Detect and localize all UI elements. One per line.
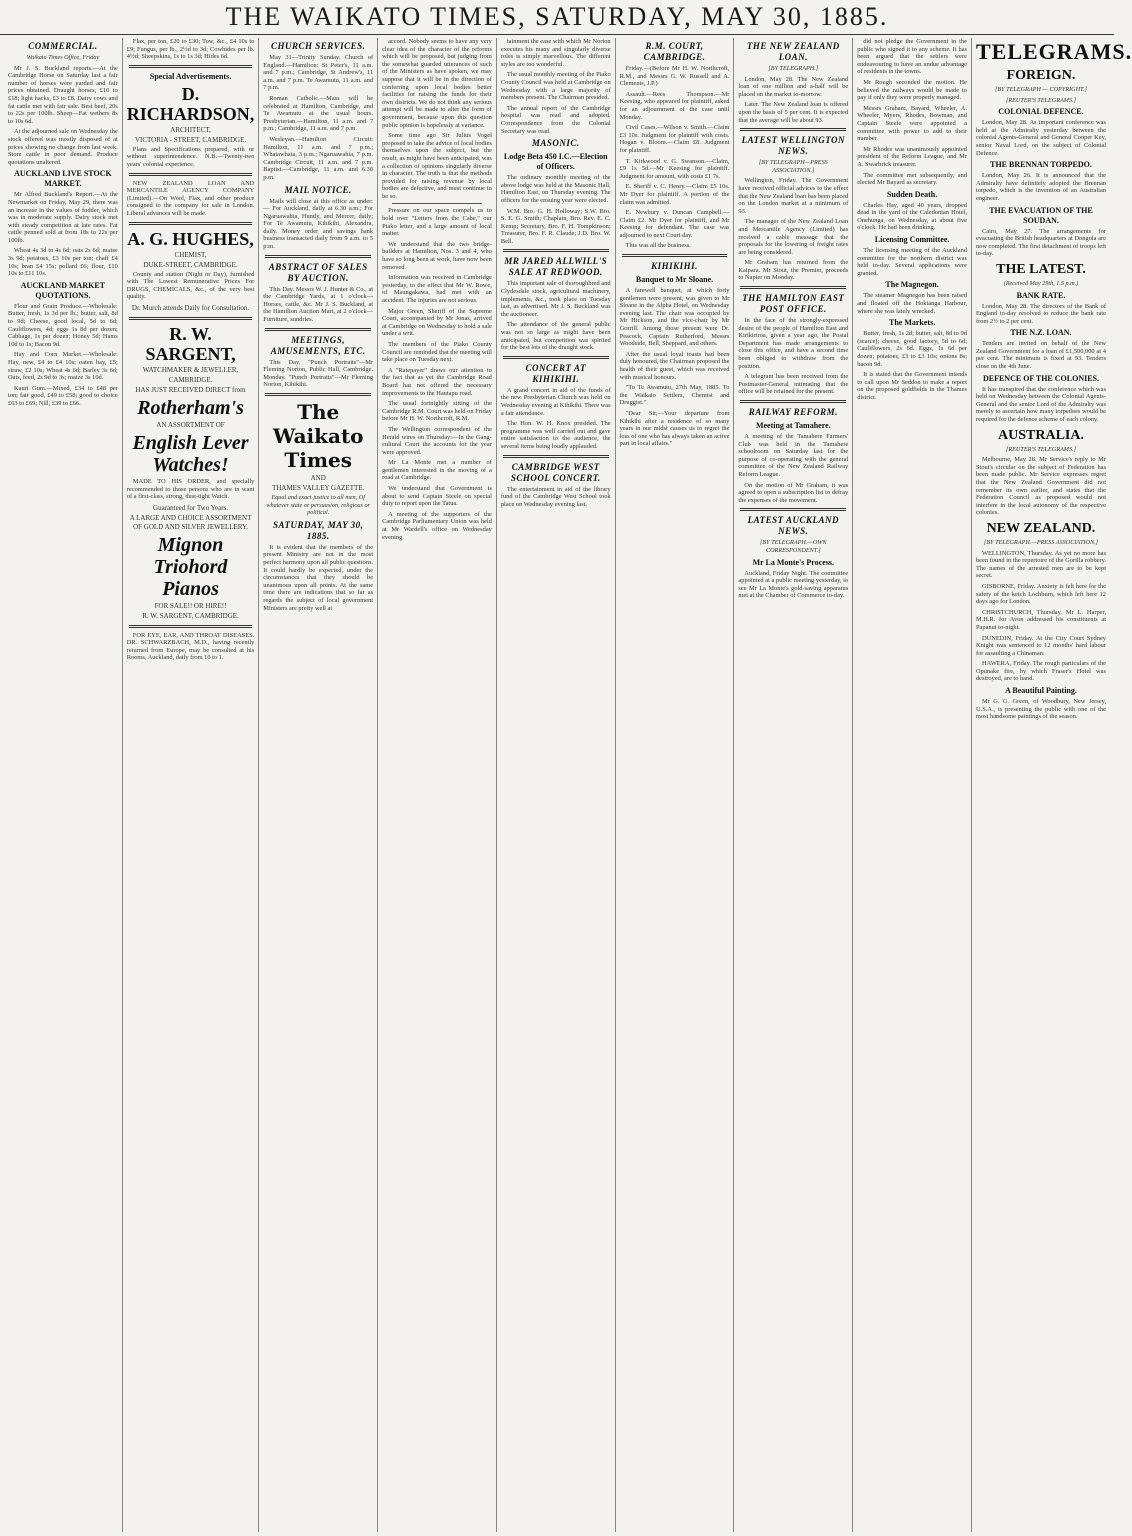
- subheading: THE N.Z. LOAN.: [1010, 328, 1072, 338]
- article-paragraph: London, May 28. The directors of the Bank of England to-day resolved to reduce the bank rate from 2½ to 2 per cent.: [975, 302, 1106, 325]
- double-rule: [622, 254, 728, 257]
- article-paragraph: County and station (Night or Day), furnished with The Lowest Remunerative Prices For DRUGS, CHEMICALS, &c., of the very best quality.: [126, 270, 255, 301]
- dateline: [BY TELEGRAPH — COPYRIGHT.]: [994, 86, 1087, 93]
- article-paragraph: GISBORNE, Friday. Anxiety is felt here for the safety of the ketch Lochburn, which left here 12 days ago for London.: [975, 582, 1106, 606]
- major-heading: NEW ZEALAND.: [986, 520, 1096, 536]
- article-paragraph: It is evident that the members of the present Ministry are not in the most perfect harmony upon all public questions. It could hardly be expected, under the circumstances that they should be unanimous upon all points. At the same time there are indications that so far as regards the subject of local government Ministers are pretty well at: [263, 543, 374, 612]
- double-rule: [740, 508, 846, 511]
- advert-line: CHEMIST,: [174, 250, 207, 259]
- article-paragraph: Mr Alfred Buckland's Report.—At the Newmarket on Friday, May 29, there was an increase in the values of fodder, which was in moderate supply. Dairy stock met with steady competition at late rates. Fat cattle penned sold at from 18s to 22s per 100lb.: [8, 191, 118, 244]
- subheading: The Markets.: [888, 318, 936, 328]
- article-paragraph: Butter, fresh, 1s 2d; butter, salt, 8d to 9d (scarce); cheese, good factory, 5d to 6d; Cauliflowers, 2s 6d. Eggs, 1s 6d per dozen; potatoes, £3 to £3 10s; onions 8s; bacon 9d.: [857, 330, 967, 368]
- article-paragraph: The ordinary monthly meeting of the above lodge was held at the Masonic Hall, Hamilton East, on Thursday evening. The officers for the ensuing year were elected.: [500, 174, 611, 204]
- double-rule: [503, 249, 609, 252]
- double-rule: [129, 317, 253, 320]
- double-rule: [740, 286, 846, 289]
- article-paragraph: This important sale of thoroughbred and Clydesdale stock, agricultural machinery, implements, &c., took place on Tuesday last, as advertised. Mr J. S. Buckland was the auctioneer.: [500, 280, 611, 318]
- article-paragraph: On the motion of Mr Graham, it was agreed to open a subscription list to defray the expenses of the movement.: [738, 481, 849, 504]
- advert-display-line: Mignon Triohord Pianos: [153, 533, 228, 600]
- section-heading: SATURDAY, MAY 30, 1885.: [273, 519, 364, 541]
- article-paragraph: Plans and Specifications prepared, with or without superintendence. N.B.—Twenty-two years' colonial experience.: [126, 145, 255, 168]
- advert-line: Dr. Murch attends Daily for Consultation.: [131, 303, 250, 312]
- article-paragraph: The licensing meeting of the Auckland committee for the northern district was held to-day. Several applications were granted.: [857, 247, 967, 277]
- article-paragraph: "Dear Sir,—Your departure from Kihikihi after a residence of so many years in our midst causes us to regret the loss of one who has always taken an active part in local affairs.": [619, 409, 730, 448]
- section-heading: RAILWAY REFORM.: [748, 407, 838, 417]
- subheading: The Magnegon.: [885, 280, 939, 290]
- article-paragraph: WELLINGTON, Thursday. As yet no more has been found in the repertoire of the Gorilla robbery. The names of the arrested men are to be kept secret.: [975, 549, 1106, 580]
- article-paragraph: London, May 28. The New Zealand loan of one million and a-half will be placed on the market to-morrow.: [738, 75, 849, 98]
- subheading: Banquet to Mr Sloane.: [635, 275, 714, 285]
- section-heading: ABSTRACT OF SALES BY AUCTION.: [268, 261, 368, 283]
- newspaper-columns: [4, 38, 1132, 1532]
- column-9: [972, 38, 1132, 1532]
- article-paragraph: This Day. Messrs W. J. Hunter & Co., at the Cambridge Yards, at 1 o'clock—Horses, cattle, &c. Mr J. S. Buckland, at the Hamilton Auction Mart, at 2 o'clock—Furniture, sundries.: [263, 285, 374, 324]
- article-paragraph: It has transpired that the conference which was held on Wednesday between the Colonial Agents-General and the senior Lord of the Admiralty was merely to ascertain how many torpedoes would be required for the defence scheme of each colony.: [975, 385, 1106, 424]
- column-6: [616, 38, 735, 1532]
- article-paragraph: In the face of the strongly-expressed desire of the people of Hamilton East and Kirikiriroa, given a year ago, the Postal Department has made arrangements to close this office, and have a second time been obliged to withdraw from the position.: [738, 317, 849, 370]
- advert-line: WATCHMAKER & JEWELLER,: [142, 365, 239, 374]
- advert-line: AND: [310, 474, 326, 482]
- double-rule: [129, 625, 253, 628]
- newspaper-title: The Waikato Times: [272, 400, 364, 472]
- article-paragraph: Mr J. S. Buckland reports.—At the Cambridge Horse on Saturday last a fair number of horses were yarded and fair prices obtained. Draught horses, £10 to £18; light hacks, £3 to £8. Dairy cows and fat cattle met with fair sale. Best beef, 20s to 22s per 100lb. Sheep—Fat wethers 8s to 10s 6d.: [8, 64, 118, 125]
- article-paragraph: The committee met subsequently, and elected Mr Bayard as secretary.: [857, 171, 967, 187]
- article-paragraph: tainment the ease with which Mr Norton executes his many and singularly diverse roles is simply marvellous. The different styles are too wonderful.: [500, 38, 611, 68]
- dateline: [BY TELEGRAPH.]: [768, 65, 819, 72]
- double-rule: [265, 328, 371, 331]
- article-paragraph: Tenders are invited on behalf of the New Zealand Government for a loan of £1,500,000 at 4 per cent. The minimum is fixed at 93. Tenders close on the 4th June.: [975, 340, 1106, 371]
- article-paragraph: Flour and Grain Produce.—Wholesale: Butter, fresh, 1s 3d per lb.; butter, salt, 8d to 9d; Cheese, good local, 5d to 6d; Cauliflowers, 4d; eggs 1s 8d per dozen; Cabbage, 1s per dozen; Honey 5d; Hams 10d to 1s; Bacon 9d.: [8, 302, 118, 348]
- article-paragraph: After the usual loyal toasts had been duly honoured, the Chairman proposed the health of their guest, which was received with musical honours.: [619, 350, 730, 381]
- advert-display-line: Rotherham's: [137, 396, 244, 419]
- advert-display-line: English Lever Watches!: [132, 431, 249, 476]
- article-paragraph: Charles Hay, aged 40 years, dropped dead in the yard of the Caledonian Hotel, Onehunga, on Wednesday, at about five o'clock. He had been drinking.: [857, 201, 967, 232]
- article-paragraph: London, May 26. It is announced that the Admiralty have definitely adopted the Brennan torpedo, which is the invention of an Australian engineer.: [975, 172, 1106, 202]
- double-rule: [129, 173, 253, 176]
- advert-line: AN ASSORTMENT OF: [156, 420, 225, 429]
- section-heading: COMMERCIAL.: [28, 41, 98, 51]
- subheading: Sudden Death.: [886, 189, 938, 199]
- article-paragraph: Pressure on our space compels us to hold over "Letters from the Cabe," our Piako letter, and a large amount of local matter.: [382, 207, 492, 238]
- section-heading: R.M. COURT, CAMBRIDGE.: [643, 41, 706, 62]
- dateline: [REUTER'S TELEGRAMS.]: [1005, 445, 1077, 453]
- article-paragraph: W.M. Bro. G. H. Holloway; S.W. Bro. S. E. G. Smith; Chaplain, Bro. Rev. E. C. Kemp; Secretary, Bro. F. H. Tompkinson; Treasurer, Bro. F. R. Claude; J.D. Bro. W. Bell.: [500, 207, 611, 245]
- article-paragraph: did not pledge the Government in the public who signed it to any scheme. It has been argued that the settlers were endeavouring to have an undue advantage of residents in the towns.: [857, 38, 967, 76]
- subheading: Meeting at Tamahere.: [755, 421, 831, 430]
- dateline: (Received May 29th, 1.5 p.m.): [1003, 279, 1079, 287]
- column-3: [259, 38, 378, 1532]
- article-paragraph: The usual monthly meeting of the Piako County Council was held at Cambridge on Wednesday with a large majority of members present. The Chairman presided.: [500, 71, 611, 102]
- article-paragraph: This Day. "Punch Portraits"—Mr Fleming Norton, Public Hall, Cambridge. Monday. "Punch Portraits"—Mr Fleming Norton, Kihikihi.: [263, 358, 374, 389]
- article-paragraph: Some time ago Sir Julius Vogel proposed to take the advice of local bodies themselves upon the subject, but the result, as might have been anticipated, was a collection of opinions singularly diverse in character. The truth is that the methods provided for raising revenue by local bodies are defective, and must continue to be so.: [382, 132, 492, 200]
- double-rule: [740, 400, 846, 403]
- article-paragraph: DUNEDIN, Friday. At the City Court Sydney Knight was sentenced to 12 months' hard labour for assaulting a Chinaman.: [975, 634, 1106, 657]
- dateline: Equal and exact justice to all men, Of whatever state or persuasion, religious or political.: [266, 494, 370, 517]
- article-paragraph: Cairo, May 27. The arrangements for evacuating the British headquarters at Dongola are now completed. The first detachment of troops left to-day.: [975, 227, 1106, 258]
- section-heading: THE HAMILTON EAST POST OFFICE.: [742, 293, 845, 315]
- column-2: [123, 38, 260, 1532]
- article-paragraph: Major Green, Sheriff of the Supreme Court, accompanied by Mr Jonas, arrived at Cambridge on Wednesday to hold a sale under a writ.: [382, 307, 492, 338]
- article-paragraph: Friday.—(Before Mr H. W. Northcroft, R.M., and Messrs G. W. Russell and A. Clements, J.P.): [619, 65, 730, 88]
- article-paragraph: Information was received in Cambridge yesterday, to the effect that Mr W. Rowe, of Maungakawa, had met with an accident. The injuries are not serious.: [382, 274, 492, 304]
- divider: [392, 203, 482, 204]
- column-5: [497, 38, 616, 1532]
- double-rule: [503, 455, 609, 458]
- article-paragraph: The Wellington correspondent of the Herald wires on Thursday:—In the Gang-cultural Court the accounts for the year were approved.: [382, 425, 492, 456]
- advert-line: VICTORIA - STREET, CAMBRIDGE.: [134, 135, 247, 144]
- advert-line: A LARGE AND CHOICE ASSORTMENT OF GOLD AND SILVER JEWELLERY.: [129, 513, 252, 531]
- article-paragraph: The attendance of the general public was not so large as might have been anticipated, but competition was spirited for the best lots of the draught stock.: [500, 321, 611, 352]
- article-paragraph: Mr G. G. Green, of Woodbury, New Jersey, U.S.A., is presenting the public with one of the most handsome paintings of the season.: [975, 698, 1106, 721]
- advert-line: FOR SALE!! OR HIRE!!: [154, 601, 227, 610]
- article-paragraph: We understand that the two bridge-builders at Hamilton, Nos. 3 and 4, who have so long been at work, have now been removed.: [382, 240, 492, 271]
- advertiser-name: A. G. HUGHES,: [127, 228, 254, 249]
- article-paragraph: Messrs Graham, Bayard, Wheeler, A. Wheeler, Myers, Rhodes, Bowman, and Captain Steele were appointed a committee with power to add to their number.: [857, 104, 967, 143]
- subheading: THE EVACUATION OF THE SOUDAN.: [989, 205, 1093, 225]
- article-paragraph: Wesleyan.—Hamilton Circuit: Hamilton, 11 a.m. and 7 p.m.; Whatawhata, 3 p.m.; Ngaruawahia, 7 p.m. Cambridge Circuit, 11 a.m. and 7 p.m. Baptist.—Cambridge, 11 a.m. and 6.30 p.m.: [263, 135, 374, 181]
- telegrams-heading: TELEGRAMS.: [975, 39, 1132, 64]
- article-paragraph: The Hon. W. H. Knox presided. The programme was well carried out and gave entire satisfaction to the audience, the several items being loudly applauded.: [500, 420, 611, 450]
- advert-line: R. W. SARGENT, CAMBRIDGE.: [142, 611, 239, 620]
- article-paragraph: London, May 28. As important conference was held at the Admiralty yesterday between the colonial Agents-General and General Cooper Key, senior Naval Lord, on the subject of Colonial Defence.: [975, 119, 1106, 157]
- column-1: [4, 38, 123, 1532]
- article-paragraph: FOR EYE, EAR, AND THROAT DISEASES. DR. SCHWARZBACH, M.D., having recently returned from Europe, may be consulted at his Rooms, Auckland, daily from 10 to 1.: [126, 631, 255, 662]
- article-paragraph: NEW ZEALAND LOAN AND MERCANTILE AGENCY COMPANY (Limited).—On Wool, Flax, and other produce consigned to the company for sale in London. Liberal advances will be made.: [126, 179, 255, 217]
- article-paragraph: E. Newbury v. Duncan Campbell.—Claim £2. Mr Dyer for plaintiff, and Mr Keesing for defendant. The case was adjourned to next Court day.: [619, 209, 730, 239]
- article-paragraph: The annual report of the Cambridge hospital was read and adopted. Correspondence from the Colonial Secretary was read.: [500, 104, 611, 135]
- subheading: Special Advertisements.: [149, 71, 232, 81]
- double-rule: [265, 255, 371, 258]
- major-heading: AUSTRALIA.: [998, 427, 1084, 443]
- article-paragraph: A farewell banquet, at which forty gentlemen were present, was given to Mr Sloane in the Alpha Hotel, on Wednesday evening last. The chair was occupied by Mr Hickson, and the vice-chair by Mr Gorrill. Among those present were Dr. Peacock, Captain Rutherford, Messrs Woodside, Bell, Sheppard, and others.: [619, 287, 730, 348]
- advert-line: Guaranteed for Two Years.: [153, 503, 229, 512]
- subheading: THE BRENNAN TORPEDO.: [990, 160, 1092, 170]
- article-paragraph: The manager of the New Zealand Loan and Mercantile Agency (Limited) has received a cable message that the proposals for the lowering of freight rates are being considered.: [738, 218, 849, 256]
- article-paragraph: Civil Cases.—Wilson v. Smith.—Claim £3 10s. Judgment for plaintiff with costs. Hogan v. Bloom.—Claim £8. Judgment for plaintiff.: [619, 124, 730, 154]
- dateline: Waikato Times Office, Friday: [26, 54, 100, 61]
- article-paragraph: At the adjourned sale on Wednesday the stock offered was mostly disposed of at prices showing no change from last week. Store cattle in poor demand. Produce quotations unaltered.: [8, 128, 118, 166]
- advert-line: ARCHITECT,: [170, 125, 211, 134]
- article-paragraph: Kauri Gum.—Mixed, £34 to £48 per ton; fair good, £49 to £58; good to choice £63 to £69; Nill, £39 to £66.: [8, 384, 118, 407]
- article-paragraph: Hay and Corn Market.—Wholesale: Hay, new, £4 to £4 10s; oaten hay, £5; straw, £2 10s; Wheat 4s 6d; Barley 3s 6d; Oats, feed, 2s 9d to 3s; maize 3s 10d.: [8, 351, 118, 382]
- section-heading: THE NEW ZEALAND LOAN.: [746, 41, 840, 62]
- article-paragraph: Wellington, Friday. The Government have received official advices to the effect that the New Zealand loan has been placed on the London market at a minimum of 93.: [738, 177, 849, 215]
- section-heading: CHURCH SERVICES.: [271, 41, 366, 51]
- article-paragraph: A grand concert in aid of the funds of the new Presbyterian Church was held on Wednesday evening at Kihikihi. There was a fair attendance.: [500, 386, 611, 417]
- article-paragraph: Mails will close at this office as under:— For Auckland, daily at 6.30 a.m.; For Ngaruawahia, Huntly, and Mercer, daily; For Te Awamutu, Kihikihi, Alexandra, daily. Money order and savings bank business transacted daily from 9 a.m. to 5 p.m.: [263, 197, 374, 251]
- article-paragraph: We understand that Government is about to send Captain Steele on special duty to report upon the Tatua.: [382, 485, 492, 508]
- article-paragraph: The usual fortnightly sitting of the Cambridge R.M. Court was held on Friday before Mr H. W. Northcroft, R.M.: [382, 400, 492, 423]
- article-paragraph: HAWERA, Friday. The rough particulars of the Opunake fire, by which Fraser's Hotel was destroyed, are to hand.: [975, 660, 1106, 683]
- double-rule: [129, 65, 253, 68]
- column-4: [378, 38, 497, 1532]
- advertiser-name: D. RICHARDSON,: [126, 83, 255, 124]
- article-paragraph: Melbourne, May 28. Mr Service's reply to Mr Stout's circular on the subject of Federation has been made public. Mr Service expresses regret that the New Zealand Government did not remember its own earlier, and states that the Federation Council as proposed would not interfere in the local autonomy of the respective colonies.: [975, 456, 1106, 517]
- article-paragraph: May 31—Trinity Sunday. Church of England.—Hamilton: St Peter's, 11 a.m. and 7 p.m.; Cambridge, St Andrew's, 11 a.m. and 7 p.m. Te Awamutu, 11 a.m. and 7 p.m.: [263, 54, 374, 92]
- advert-line: DUKE-STREET, CAMBRIDGE.: [143, 260, 238, 269]
- article-paragraph: Auckland, Friday Night. The committee appointed at a public meeting yesterday, to see Mr La Monte's gold-saving apparatus met at the Chamber of Commerce to-day.: [738, 569, 849, 600]
- article-paragraph: This was all the business.: [625, 242, 691, 250]
- subheading: COLONIAL DEFENCE.: [998, 107, 1084, 117]
- article-paragraph: Mr La Monte met a number of gentlemen interested in the moving of a road at Cambridge.: [382, 459, 492, 482]
- subheading: A Beautiful Painting.: [1005, 686, 1077, 696]
- article-paragraph: MADE TO HIS ORDER, and specially recommended to those persons who are in want of a first-class, strong, dust-tight Watch.: [126, 477, 255, 501]
- dateline: [BY TELEGRAPH.—PRESS ASSOCIATION.]: [983, 538, 1099, 546]
- section-heading: CONCERT AT KIHIKIHI.: [525, 362, 586, 384]
- article-paragraph: T. Kirkwood v. G. Swanson.—Claim, £9 1s 5d.—Mr Keesing for plaintiff. Judgment for amount, with costs £1 7s.: [619, 157, 730, 180]
- article-paragraph: "To Te Awamutu, 27th May, 1885. To the Waikato Settlers, Chemist and Druggist.": [619, 384, 730, 407]
- masthead-date: SATURDAY, MAY 30, 1885.: [535, 2, 889, 31]
- section-heading: LATEST AUCKLAND NEWS.: [747, 515, 840, 537]
- article-paragraph: Later. The New Zealand loan is offered upon the basis of 5 per cent. It is expected that the average will be about 93.: [738, 101, 849, 124]
- article-paragraph: It is stated that the Government intends to call upon Mr Seddon to make a report on the proposed goldfields in the Thames district.: [857, 371, 967, 401]
- subheading: DEFENCE OF THE COLONIES.: [982, 373, 1099, 383]
- article-paragraph: Mr Graham has returned from the Kaipara. Mr Stout, the Premier, proceeds to Napier on Monday.: [738, 259, 849, 282]
- article-paragraph: Flax, per ton, £20 to £30; Tow, &c., £4 10s to £9; Fungus, per lb., 2½d to 3d; Cowhides per lb. 4½d; Sheepskins, 1s to 1s 3d; Hides 6d.: [126, 38, 255, 61]
- advert-line: CAMBRIDGE.: [168, 375, 213, 384]
- article-paragraph: Assault.—Rees Thompson.—Mr Keesing, who appeared for plaintiff, asked for an adjournment of the case until Monday.: [619, 90, 730, 121]
- section-heading: KIHIKIHI.: [651, 261, 698, 272]
- advert-line: HAS JUST RECEIVED DIRECT from: [135, 385, 246, 394]
- article-paragraph: A meeting of the supporters of the Cambridge Parliamentary Union was held at Mr Wardell's office on Wednesday evening.: [382, 510, 492, 541]
- subheading: AUCKLAND MARKET QUOTATIONS.: [20, 280, 105, 300]
- masthead-title: THE WAIKATO TIMES,: [225, 2, 527, 31]
- article-paragraph: Roman Catholic.—Mass will be celebrated at Hamilton, Cambridge, and Te Awamutu at the usual hours. Presbyterian.—Hamilton, 11 a.m. and 7 p.m.; Cambridge, 11 a.m. and 7 p.m.: [263, 94, 374, 133]
- article-paragraph: The steamer Magnegon has been raised and floated off the Hokianga Harbour, where she was lately wrecked.: [857, 292, 967, 315]
- double-rule: [265, 393, 371, 396]
- section-heading: CAMBRIDGE WEST SCHOOL CONCERT.: [510, 461, 601, 483]
- double-rule: [129, 222, 253, 225]
- advert-line: THAMES VALLEY GAZETTE.: [272, 484, 365, 492]
- article-paragraph: A telegram has been received from the Postmaster-General intimating that the office will be retained for the present.: [738, 373, 849, 396]
- article-paragraph: Wheat 4s 3d to 4s 6d; oats 2s 6d; maize 3s 9d; potatoes, £3 10s per ton; chaff £4 10s; bran £4 15s; pollard £6; flour, £10 10s to £11 10s.: [8, 247, 118, 278]
- dateline: [BY TELEGRAPH.—OWN CORRESPONDENT.]: [759, 539, 827, 554]
- section-heading: LATEST WELLINGTON NEWS.: [741, 135, 846, 157]
- dateline: [REUTER'S TELEGRAMS.]: [1005, 96, 1077, 104]
- article-paragraph: Mr Rhodes was unanimously appointed president of the Reform League, and Mr A. Swarbrick treasurer.: [857, 145, 967, 168]
- article-paragraph: accord. Nobody seems to have any very clear idea of the character of the reforms which will be proposed, but judging from the somewhat guarded utterances of such of the Ministers as have spoken, we may suppose that it will be in the direction of conferring upon local bodies better facilities for raising the funds for their own districts. We do not think any serious attempt will be made to alter the form of government, because upon this question public opinion is hopelessly at variance.: [382, 38, 492, 129]
- dateline: [BY TELEGRAPH—PRESS ASSOCIATION.]: [758, 159, 828, 174]
- column-7: [734, 38, 853, 1532]
- article-paragraph: Mr Rough seconded the motion. He believed the railways would be made to pay if only they were properly managed.: [857, 78, 967, 102]
- article-paragraph: The entertainment in aid of the library fund of the Cambridge West School took place on Wednesday evening last.: [500, 485, 611, 508]
- subheading: BANK RATE.: [1016, 290, 1066, 300]
- newspaper-masthead: [0, 0, 1114, 35]
- article-paragraph: The members of the Piako County Council are reminded that the meeting will take place on Tuesday next.: [382, 340, 492, 364]
- major-heading: THE LATEST.: [996, 261, 1086, 277]
- advertiser-name: R. W. SARGENT,: [145, 323, 236, 364]
- column-8: [853, 38, 972, 1532]
- subheading: AUCKLAND LIVE STOCK MARKET.: [14, 169, 112, 189]
- subheading: Licensing Committee.: [874, 235, 950, 245]
- major-heading: FOREIGN.: [1006, 68, 1076, 83]
- subheading: Lodge Beta 450 I.C.—Election of Officers.: [503, 152, 608, 172]
- double-rule: [740, 128, 846, 131]
- article-paragraph: A meeting of the Tamahere Farmers' Club was held in the Tamahere schoolroom on Saturday last for the purpose of co-operating with the general committee of the New Zealand Railway Reform League.: [738, 433, 849, 478]
- section-heading: MEETINGS, AMUSEMENTS, ETC.: [270, 334, 366, 356]
- section-heading: MAIL NOTICE.: [284, 184, 352, 195]
- section-heading: MASONIC.: [531, 138, 580, 149]
- section-heading: MR JARED ALLWILL'S SALE AT REDWOOD.: [504, 256, 608, 278]
- double-rule: [503, 356, 609, 359]
- subheading: Mr La Monte's Process.: [752, 557, 835, 567]
- article-paragraph: CHRISTCHURCH, Thursday. Mr L. Harper, M.H.R. for Avon addressed his constituents at Papanui to-night.: [975, 608, 1106, 631]
- article-paragraph: E. Sheriff v. C. Henry.—Claim £5 10s. Mr Dyer for plaintiff. A portion of the claim was admitted.: [619, 183, 730, 206]
- article-paragraph: A "Ratepayer" draws our attention to the fact that as yet the Cambridge Road Board has not offered the necessary improvements to the Hautapu road.: [382, 366, 492, 397]
